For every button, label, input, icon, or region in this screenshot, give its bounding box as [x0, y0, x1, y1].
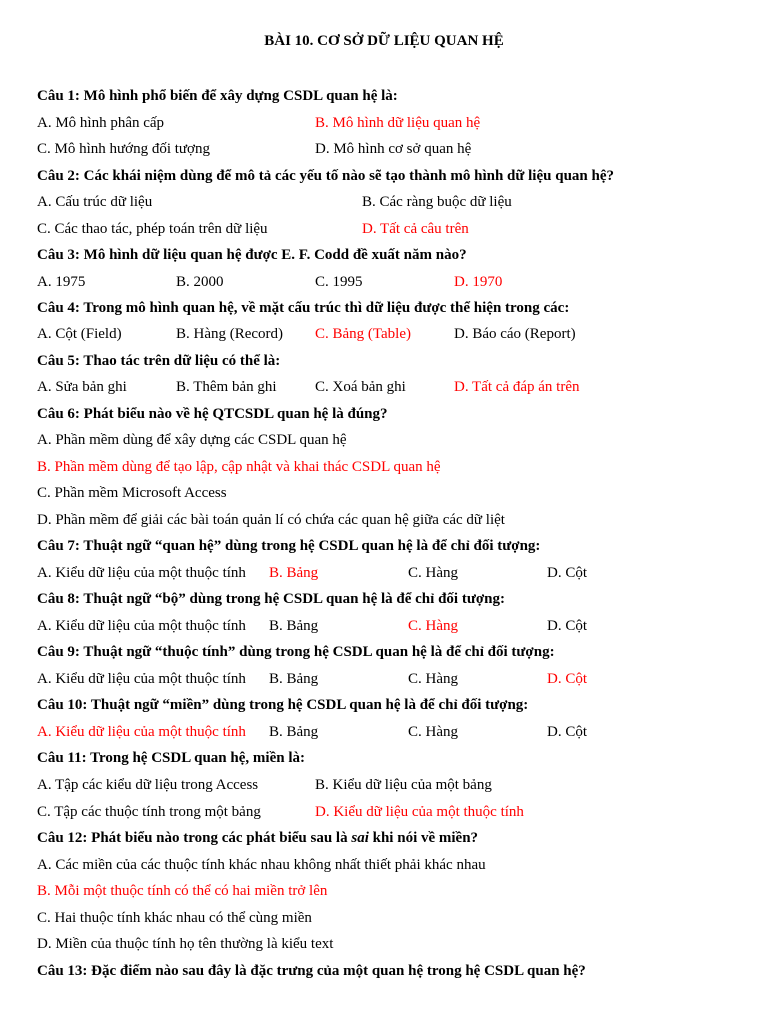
q11-option-c: C. Tập các thuộc tính trong một bảng [37, 804, 261, 820]
q5-option-b: B. Thêm bản ghi [176, 379, 277, 395]
q12-question-emphasis: sai [351, 830, 369, 846]
q3-option-b: B. 2000 [176, 274, 224, 290]
question-8: Câu 8: Thuật ngữ “bộ” dùng trong hệ CSDL quan hệ là để chỉ đối tượng: [37, 591, 505, 607]
question-2: Câu 2: Các khái niệm dùng để mô tả các yếu tố nào sẽ tạo thành mô hình dữ liệu quan hệ? [37, 168, 615, 184]
q4-option-c-correct: C. Bảng (Table) [315, 326, 412, 342]
q1-option-b-correct: B. Mô hình dữ liệu quan hệ [315, 115, 481, 131]
q4-option-d: D. Báo cáo (Report) [454, 326, 576, 342]
q7-option-b-correct: B. Bảng [269, 565, 319, 581]
question-3: Câu 3: Mô hình dữ liệu quan hệ được E. F. Codd đề xuất năm nào? [37, 247, 467, 263]
q12-question-tail: khi nói về miền? [368, 830, 479, 846]
q8-option-a: A. Kiểu dữ liệu của một thuộc tính [37, 618, 246, 634]
q9-option-b: B. Bảng [269, 671, 319, 687]
q12-question-text: Câu 12: Phát biểu nào trong các phát biểu sau là [37, 830, 352, 846]
q9-option-d-correct: D. Cột [547, 671, 588, 687]
q6-option-c: C. Phần mềm Microsoft Access [37, 485, 227, 501]
q11-option-a: A. Tập các kiểu dữ liệu trong Access [37, 777, 259, 793]
options-row [37, 139, 737, 159]
q7-option-d: D. Cột [547, 565, 588, 581]
options-row [37, 192, 737, 212]
options-row [37, 563, 737, 583]
q7-option-a: A. Kiểu dữ liệu của một thuộc tính [37, 565, 246, 581]
q5-option-c: C. Xoá bản ghi [315, 379, 406, 395]
q2-option-c: C. Các thao tác, phép toán trên dữ liệu [37, 221, 268, 237]
options-row [37, 377, 737, 397]
question-5: Câu 5: Thao tác trên dữ liệu có thể là: [37, 353, 281, 369]
options-row [37, 616, 737, 636]
q12-option-d: D. Miền của thuộc tính họ tên thường là kiểu text [37, 936, 334, 952]
q2-option-d-correct: D. Tất cả câu trên [362, 221, 469, 237]
q3-option-d-correct: D. 1970 [454, 274, 503, 290]
q5-option-a: A. Sửa bản ghi [37, 379, 127, 395]
question-9: Câu 9: Thuật ngữ “thuộc tính” dùng trong hệ CSDL quan hệ là để chỉ đối tượng: [37, 644, 555, 660]
q9-option-a: A. Kiểu dữ liệu của một thuộc tính [37, 671, 246, 687]
q1-option-d: D. Mô hình cơ sở quan hệ [315, 141, 472, 157]
q9-option-c: C. Hàng [408, 671, 458, 687]
question-7: Câu 7: Thuật ngữ “quan hệ” dùng trong hệ CSDL quan hệ là để chỉ đối tượng: [37, 538, 541, 554]
q4-option-a: A. Cột (Field) [37, 326, 122, 342]
q10-option-d: D. Cột [547, 724, 588, 740]
q6-option-d: D. Phần mềm để giải các bài toán quản lí có chứa các quan hệ giữa các dữ liệt [37, 512, 505, 528]
q12-option-c: C. Hai thuộc tính khác nhau có thể cùng miền [37, 910, 312, 926]
question-12 [37, 828, 478, 848]
page-title: BÀI 10. CƠ SỞ DỮ LIỆU QUAN HỆ [264, 33, 504, 49]
options-row [37, 669, 737, 689]
q11-option-b: B. Kiểu dữ liệu của một bảng [315, 777, 492, 793]
q3-option-c: C. 1995 [315, 274, 363, 290]
question-10: Câu 10: Thuật ngữ “miền” dùng trong hệ CSDL quan hệ là để chỉ đối tượng: [37, 697, 529, 713]
options-row [37, 113, 737, 133]
q3-option-a: A. 1975 [37, 274, 86, 290]
q10-option-b: B. Bảng [269, 724, 319, 740]
q2-option-a: A. Cấu trúc dữ liệu [37, 194, 153, 210]
options-row [37, 802, 737, 822]
q1-option-a: A. Mô hình phân cấp [37, 115, 165, 131]
q6-option-b-correct: B. Phần mềm dùng để tạo lập, cập nhật và khai thác CSDL quan hệ [37, 459, 441, 475]
options-row [37, 272, 737, 292]
question-4: Câu 4: Trong mô hình quan hệ, về mặt cấu trúc thì dữ liệu được thể hiện trong các: [37, 300, 570, 316]
q8-option-d: D. Cột [547, 618, 588, 634]
q4-option-b: B. Hàng (Record) [176, 326, 284, 342]
q12-option-a: A. Các miền của các thuộc tính khác nhau không nhất thiết phải khác nhau [37, 857, 486, 873]
q8-option-c-correct: C. Hàng [408, 618, 458, 634]
options-row [37, 775, 737, 795]
options-row [37, 324, 737, 344]
q10-option-a-correct: A. Kiểu dữ liệu của một thuộc tính [37, 724, 246, 740]
q1-option-c: C. Mô hình hướng đối tượng [37, 141, 210, 157]
q2-option-b: B. Các ràng buộc dữ liệu [362, 194, 512, 210]
question-13: Câu 13: Đặc điểm nào sau đây là đặc trưng của một quan hệ trong hệ CSDL quan hệ? [37, 963, 586, 979]
q11-option-d-correct: D. Kiểu dữ liệu của một thuộc tính [315, 804, 524, 820]
q10-option-c: C. Hàng [408, 724, 458, 740]
q12-option-b-correct: B. Mỗi một thuộc tính có thể có hai miền trở lên [37, 883, 328, 899]
question-1: Câu 1: Mô hình phổ biến để xây dựng CSDL quan hệ là: [37, 88, 398, 104]
question-6: Câu 6: Phát biểu nào về hệ QTCSDL quan hệ là đúng? [37, 406, 388, 422]
options-row [37, 722, 737, 742]
q7-option-c: C. Hàng [408, 565, 458, 581]
q6-option-a: A. Phần mềm dùng để xây dựng các CSDL quan hệ [37, 432, 347, 448]
question-11: Câu 11: Trong hệ CSDL quan hệ, miền là: [37, 750, 305, 766]
q8-option-b: B. Bảng [269, 618, 319, 634]
options-row [37, 219, 737, 239]
q5-option-d-correct: D. Tất cả đáp án trên [454, 379, 580, 395]
